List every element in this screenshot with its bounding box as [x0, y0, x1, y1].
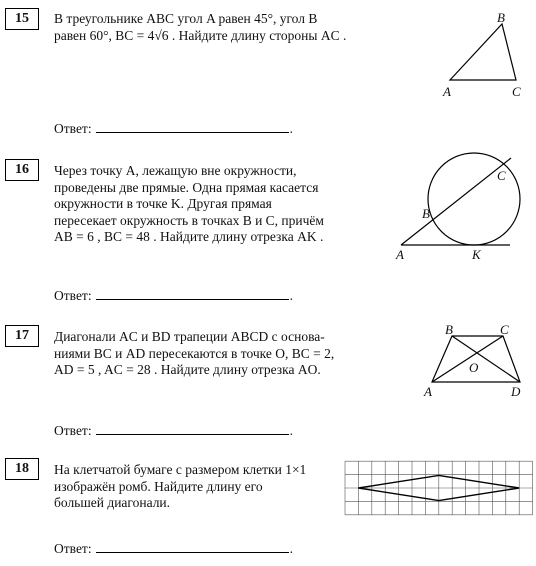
problem-text	[54, 329, 379, 379]
answer-field[interactable]	[96, 540, 289, 553]
label-o: O	[469, 360, 479, 375]
answer-line	[54, 540, 293, 557]
problem-text	[54, 163, 354, 246]
grid-rhombus-figure	[345, 459, 535, 519]
triangle-figure	[440, 12, 536, 102]
problem-line: большей диагонали.	[54, 495, 171, 510]
problem-line: Через точку A, лежащую вне окружности,	[54, 163, 297, 178]
answer-field[interactable]	[96, 120, 289, 133]
problem-line: В треугольнике ABC угол A равен 45°, угол B	[54, 11, 318, 26]
label-c: C	[512, 84, 521, 99]
label-b: B	[445, 322, 453, 337]
answer-label: Ответ:	[54, 121, 92, 136]
problem-line: AB = 6 , BC = 48 . Найдите длину отрезка AK .	[54, 229, 324, 244]
trapezoid-figure	[420, 322, 530, 402]
problem-line: окружности в точке K. Другая прямая	[54, 196, 272, 211]
answer-label: Ответ:	[54, 423, 92, 438]
answer-end: .	[289, 541, 293, 556]
answer-label: Ответ:	[54, 541, 92, 556]
label-d: D	[511, 384, 521, 399]
answer-line	[54, 287, 293, 304]
label-b: B	[497, 10, 505, 25]
answer-end: .	[289, 288, 293, 303]
answer-end: .	[289, 121, 293, 136]
answer-line	[54, 120, 293, 137]
grid-lines	[345, 461, 533, 515]
problem-line: изображён ромб. Найдите длину его	[54, 478, 263, 494]
problem-line: ниями BC и AD пересекаются в точке O, BC = 2,	[54, 345, 335, 361]
problem-line: равен 60°, BC = 4√6 . Найдите длину стороны AC .	[54, 27, 347, 43]
problem-number: 17	[5, 325, 39, 347]
label-a: A	[443, 84, 451, 99]
answer-label: Ответ:	[54, 288, 92, 303]
problem-text	[54, 462, 334, 512]
label-c: C	[500, 322, 509, 337]
label-k: K	[472, 247, 481, 262]
label-a: A	[396, 247, 404, 262]
circle-figure	[395, 155, 535, 265]
label-b: B	[422, 206, 430, 221]
problem-line: Диагонали AC и BD трапеции ABCD с основа-	[54, 329, 325, 344]
problem-text	[54, 11, 346, 44]
problem-line: пересекает окружность в точках B и C, причём	[54, 212, 324, 228]
problem-number: 18	[5, 458, 39, 480]
label-a: A	[424, 384, 432, 399]
problem-line: проведены две прямые. Одна прямая касается	[54, 179, 319, 195]
answer-field[interactable]	[96, 287, 289, 300]
problem-number: 15	[5, 8, 39, 30]
problem-number: 16	[5, 159, 39, 181]
label-c: C	[497, 168, 506, 183]
problem-line: На клетчатой бумаге с размером клетки 1×1	[54, 462, 307, 477]
answer-end: .	[289, 423, 293, 438]
answer-line	[54, 422, 293, 439]
problem-line: AD = 5 , AC = 28 . Найдите длину отрезка AO.	[54, 362, 321, 377]
answer-field[interactable]	[96, 422, 289, 435]
